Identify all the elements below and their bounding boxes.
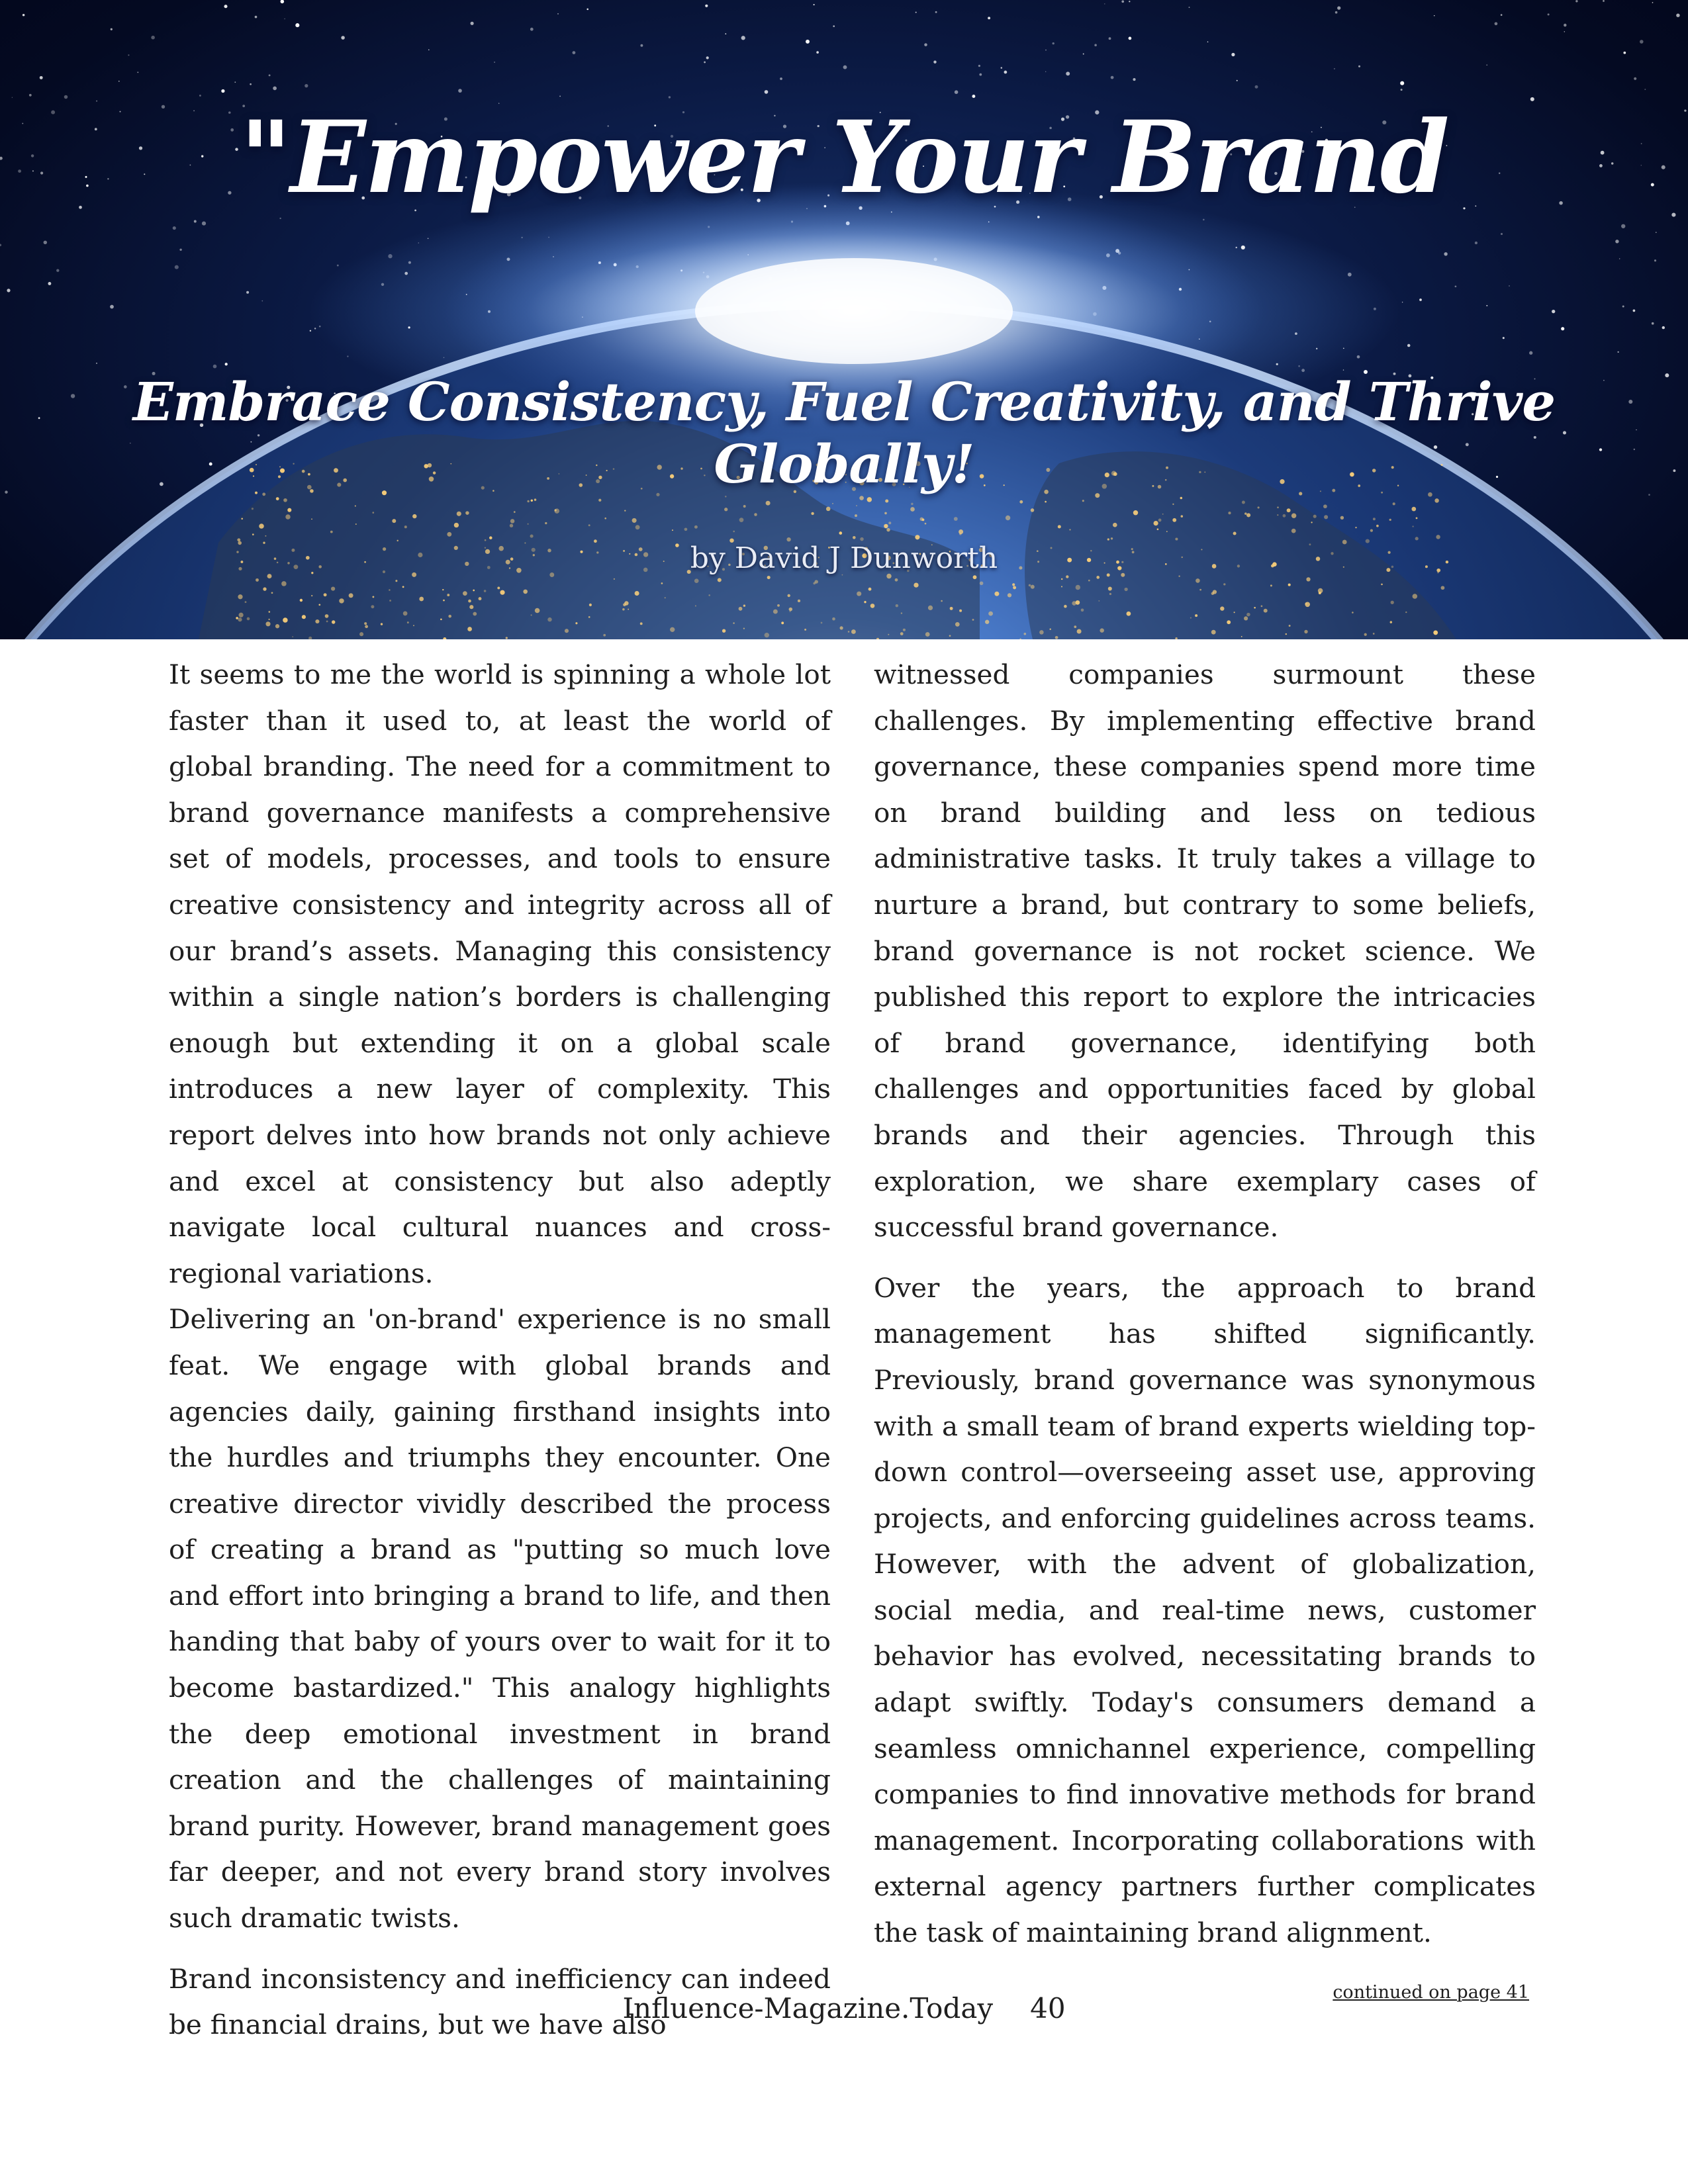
paragraph: It seems to me the world is spinning a whole lot faster than it used to, at least the world of global branding. The need for a commitment to brand governance manifests a comprehensive set of models, processes, and tools to ensure creative consistency and integrity across all of our brand’s assets. Managing this consistency within a single nation’s borders is challenging enough but extending it on a global scale introduces a new layer of complexity. This report delves into how brands not only achieve and excel at consistency but also adeptly navigate local cultural nuances and cross-regional variations. (169, 659, 831, 1289)
paragraph: Over the years, the approach to brand management has shifted significantly. Previously, brand governance was synonymous with a small team of brand experts wielding top-down control—overseeing asset use, approving projects, and enforcing guidelines across teams. However, with the advent of globalization, social media, and real-time news, customer behavior has evolved, necessitating brands to adapt swiftly. Today's consumers demand a seamless omnichannel experience, compelling companies to find innovative methods for brand management. Incorporating collaborations with external agency partners further complicates the task of maintaining brand alignment. (874, 1271, 1536, 1949)
page-footer (0, 1992, 1688, 2025)
article-column-left (169, 652, 831, 2048)
article-subtitle: Embrace Consistency, Fuel Creativity, and Thrive Globally! (132, 371, 1556, 495)
page-number: 40 (1030, 1992, 1066, 2025)
article-column-right (874, 652, 1536, 1956)
continued-link[interactable]: continued on page 41 (1333, 1982, 1529, 2003)
paragraph: Delivering an 'on-brand' experience is no small feat. We engage with global brands and agencies daily, gaining firsthand insights into the hurdles and triumphs they encounter. One creative director vividly described the process of creating a brand as "putting so much love and effort into bringing a brand to life, and then handing that baby of yours over to wait for it to become bastardized." This analogy highlights the deep emotional investment in brand creation and the challenges of maintaining brand purity. However, brand management goes far deeper, and not every brand story involves such dramatic twists. (169, 1303, 831, 1934)
author-byline: by David J Dunworth (690, 541, 998, 575)
paragraph: witnessed companies surmount these challenges. By implementing effective brand governance, these companies spend more time on brand building and less on tedious administrative tasks. It truly takes a village to nurture a brand, but contrary to some beliefs, brand governance is not rocket science. We published this report to explore the intricacies of brand governance, identifying both challenges and opportunities faced by global brands and their agencies. Through this exploration, we share exemplary cases of successful brand governance. (874, 659, 1536, 1244)
publication-name: Influence-Magazine.Today (622, 1992, 994, 2025)
article-title: "Empower Your Brand (240, 99, 1448, 216)
hero-banner (0, 0, 1688, 639)
paragraph: Brand inconsistency and inefficiency can indeed be financial drains, but we have also (169, 1962, 831, 2041)
